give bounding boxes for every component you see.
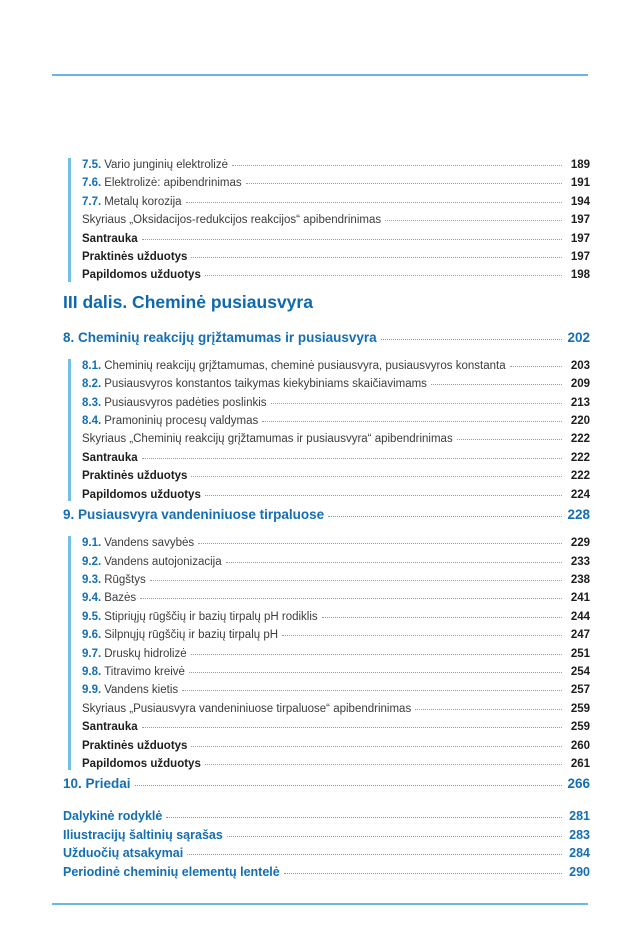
dot-leader	[187, 854, 562, 855]
page-number: 228	[567, 507, 590, 523]
toc-entry-title: Praktinės užduotys	[82, 739, 188, 752]
page-number: 260	[570, 739, 590, 752]
chapter-row	[63, 775, 590, 793]
dot-leader	[262, 421, 562, 422]
toc-entry-title: Vandens autojonizacija	[104, 555, 222, 568]
page-number: 220	[570, 415, 590, 428]
toc-entry-title: Papildomos užduotys	[82, 757, 201, 770]
page-number: 222	[570, 451, 590, 464]
toc-row	[82, 211, 590, 229]
toc-row	[82, 626, 590, 644]
toc-row	[82, 230, 590, 248]
toc	[63, 146, 590, 881]
toc-subsection-block	[68, 357, 590, 504]
toc-entry-title: Vandens kietis	[104, 684, 179, 697]
toc-entry-number: 9.8.	[82, 665, 102, 678]
dot-leader	[232, 165, 562, 166]
page-number: 241	[570, 592, 590, 605]
dot-leader	[135, 785, 562, 786]
toc-entry-title: Iliustracijų šaltinių sąrašas	[63, 827, 223, 842]
toc-entry-title: Vario junginių elektrolizė	[104, 159, 228, 171]
dot-leader	[142, 727, 562, 728]
dot-leader	[142, 458, 562, 459]
toc-row	[82, 174, 590, 192]
toc-entry-title: Pramoninių procesų valdymas	[104, 415, 259, 428]
page-number: 229	[570, 537, 590, 550]
dot-leader	[271, 403, 562, 404]
dot-leader	[282, 635, 562, 636]
dot-leader	[205, 764, 562, 765]
dot-leader	[182, 690, 562, 691]
toc-entry-number: 9.2.	[82, 555, 102, 568]
toc-row	[82, 645, 590, 663]
page-number: 259	[570, 702, 590, 715]
toc-entry-title: Praktinės užduotys	[82, 470, 188, 483]
page-number: 290	[569, 864, 590, 879]
dot-leader	[198, 543, 562, 544]
dot-leader	[431, 384, 562, 385]
page-number: 266	[567, 776, 590, 792]
part-heading: III dalis. Cheminė pusiausvyra	[63, 291, 313, 312]
page-number: 233	[570, 555, 590, 568]
dot-leader	[191, 257, 562, 258]
toc-subsection-block	[68, 156, 590, 285]
toc-entry-number: 9.7.	[82, 647, 102, 660]
chapter-row	[63, 329, 590, 347]
page-number: 257	[570, 684, 590, 697]
toc-entry-title: Papildomos užduotys	[82, 488, 201, 501]
dot-leader	[142, 239, 562, 240]
toc-entry-title: Dalykinė rodyklė	[63, 809, 163, 824]
page-number: 224	[570, 488, 590, 501]
toc-row	[82, 357, 590, 375]
section-accent-bar	[68, 359, 71, 501]
toc-entry-title: 10. Priedai	[63, 776, 131, 792]
toc-entry-number: 9.4.	[82, 592, 102, 605]
toc-entry-title: Skyriaus „Cheminių reakcijų grįžtamumas ir pusiausvyra“ apibendrinimas	[82, 433, 453, 446]
dot-leader	[150, 580, 562, 581]
dot-leader	[415, 709, 562, 710]
toc-row	[82, 375, 590, 393]
toc-entry-title: Periodinė cheminių elementų lentelė	[63, 864, 280, 879]
dot-leader	[227, 836, 562, 837]
toc-row	[82, 681, 590, 699]
page-number: 254	[570, 665, 590, 678]
toc-row	[82, 553, 590, 571]
dot-leader	[510, 366, 562, 367]
page-number: 261	[570, 757, 590, 770]
toc-entry-title: Bazės	[104, 592, 137, 605]
toc-row	[82, 663, 590, 681]
page-number: 194	[570, 195, 590, 208]
dot-leader	[385, 220, 562, 221]
chapter-row	[63, 506, 590, 524]
toc-row	[82, 700, 590, 718]
toc-row	[82, 193, 590, 211]
toc-row	[82, 534, 590, 552]
toc-row	[82, 571, 590, 589]
dot-leader	[191, 746, 562, 747]
section-accent-bar	[68, 536, 71, 770]
toc-row	[82, 589, 590, 607]
toc-entry-title: Rūgštys	[104, 573, 146, 586]
dot-leader	[186, 202, 562, 203]
page-number: 244	[570, 610, 590, 623]
toc-entry-title: Skyriaus „Oksidacijos-redukcijos reakcijos“ apibendrinimas	[82, 214, 382, 227]
toc-row	[82, 430, 590, 448]
toc-entry-number: 9.9.	[82, 684, 102, 697]
page-number: 283	[569, 827, 590, 842]
toc-entry-title: Praktinės užduotys	[82, 251, 188, 264]
header-rule	[52, 74, 588, 76]
page-number: 191	[570, 177, 590, 190]
footer-rule	[52, 903, 588, 905]
page-number: 198	[570, 269, 590, 282]
toc-entry-title: Užduočių atsakymai	[63, 846, 184, 861]
toc-row	[82, 737, 590, 755]
toc-entry-number: 9.5.	[82, 610, 102, 623]
toc-entry-title: Druskų hidrolizė	[104, 647, 187, 660]
toc-entry-title: Santrauka	[82, 232, 138, 245]
toc-row	[82, 248, 590, 266]
toc-entry-title: 8. Cheminių reakcijų grįžtamumas ir pusiausvyra	[63, 329, 377, 345]
toc-row	[82, 718, 590, 736]
toc-row	[82, 156, 590, 174]
toc-entry-number: 8.1.	[82, 359, 102, 372]
toc-entry-number: 9.1.	[82, 537, 102, 550]
toc-entry-title: Papildomos užduotys	[82, 269, 201, 282]
dot-leader	[457, 439, 562, 440]
toc-entry-title: Pusiausvyros konstantos taikymas kiekybiniams skaičiavimams	[104, 378, 427, 391]
toc-entry-title: Cheminių reakcijų grįžtamumas, cheminė pusiausvyra, pusiausvyros konstanta	[104, 359, 506, 372]
toc-row	[82, 266, 590, 284]
dot-leader	[246, 183, 562, 184]
toc-row	[82, 394, 590, 412]
toc-entry-number: 8.4.	[82, 415, 102, 428]
toc-entry-title: Santrauka	[82, 451, 138, 464]
toc-entry-title: Metalų korozija	[104, 195, 182, 208]
toc-row	[82, 486, 590, 504]
page-number: 189	[570, 159, 590, 171]
toc-entry-number: 7.5.	[82, 159, 102, 171]
dot-leader	[191, 654, 562, 655]
dot-leader	[226, 562, 562, 563]
toc-entry-number: 8.2.	[82, 378, 102, 391]
backmatter-row	[63, 863, 590, 881]
toc-entry-number: 9.6.	[82, 629, 102, 642]
toc-row	[82, 608, 590, 626]
dot-leader	[205, 495, 562, 496]
toc-subsection-block	[68, 534, 590, 773]
dot-leader	[322, 617, 562, 618]
page-number: 238	[570, 573, 590, 586]
section-accent-bar	[68, 158, 71, 282]
toc-entry-number: 7.6.	[82, 177, 102, 190]
toc-row	[82, 467, 590, 485]
toc-row	[82, 412, 590, 430]
toc-entry-title: Pusiausvyros padėties poslinkis	[104, 396, 267, 409]
toc-row	[82, 755, 590, 773]
page-number: 197	[570, 232, 590, 245]
page-number: 222	[570, 433, 590, 446]
dot-leader	[205, 275, 562, 276]
page-number: 247	[570, 629, 590, 642]
backmatter-row	[63, 807, 590, 825]
page-number: 213	[570, 396, 590, 409]
dot-leader	[189, 672, 562, 673]
dot-leader	[328, 516, 562, 517]
toc-entry-number: 7.7.	[82, 195, 102, 208]
toc-entry-title: Stipriųjų rūgščių ir bazių tirpalų pH rodiklis	[104, 610, 318, 623]
backmatter-row	[63, 826, 590, 844]
dot-leader	[191, 476, 562, 477]
toc-entry-title: Titravimo kreivė	[104, 665, 185, 678]
toc-entry-title: Silpnųjų rūgščių ir bazių tirpalų pH	[104, 629, 279, 642]
page-number: 203	[570, 359, 590, 372]
page-number: 281	[569, 809, 590, 824]
page-number: 284	[569, 846, 590, 861]
toc-entry-number: 9.3.	[82, 573, 102, 586]
page-number: 209	[570, 378, 590, 391]
dot-leader	[140, 598, 562, 599]
toc-entry-title: Elektrolizė: apibendrinimas	[104, 177, 242, 190]
backmatter-row	[63, 844, 590, 862]
toc-entry-title: Santrauka	[82, 721, 138, 734]
toc-entry-title: 9. Pusiausvyra vandeniniuose tirpaluose	[63, 507, 325, 523]
toc-entry-number: 8.3.	[82, 396, 102, 409]
page-number: 222	[570, 470, 590, 483]
page-number: 251	[570, 647, 590, 660]
page-number: 259	[570, 721, 590, 734]
toc-entry-title: Vandens savybės	[104, 537, 195, 550]
page-number: 197	[570, 214, 590, 227]
page-number: 202	[567, 329, 590, 345]
dot-leader	[381, 339, 562, 340]
dot-leader	[284, 873, 562, 874]
toc-row	[82, 449, 590, 467]
dot-leader	[166, 817, 562, 818]
page-number: 197	[570, 251, 590, 264]
toc-entry-title: Skyriaus „Pusiausvyra vandeniniuose tirpaluose“ apibendrinimas	[82, 702, 412, 715]
backmatter-list	[63, 807, 590, 881]
